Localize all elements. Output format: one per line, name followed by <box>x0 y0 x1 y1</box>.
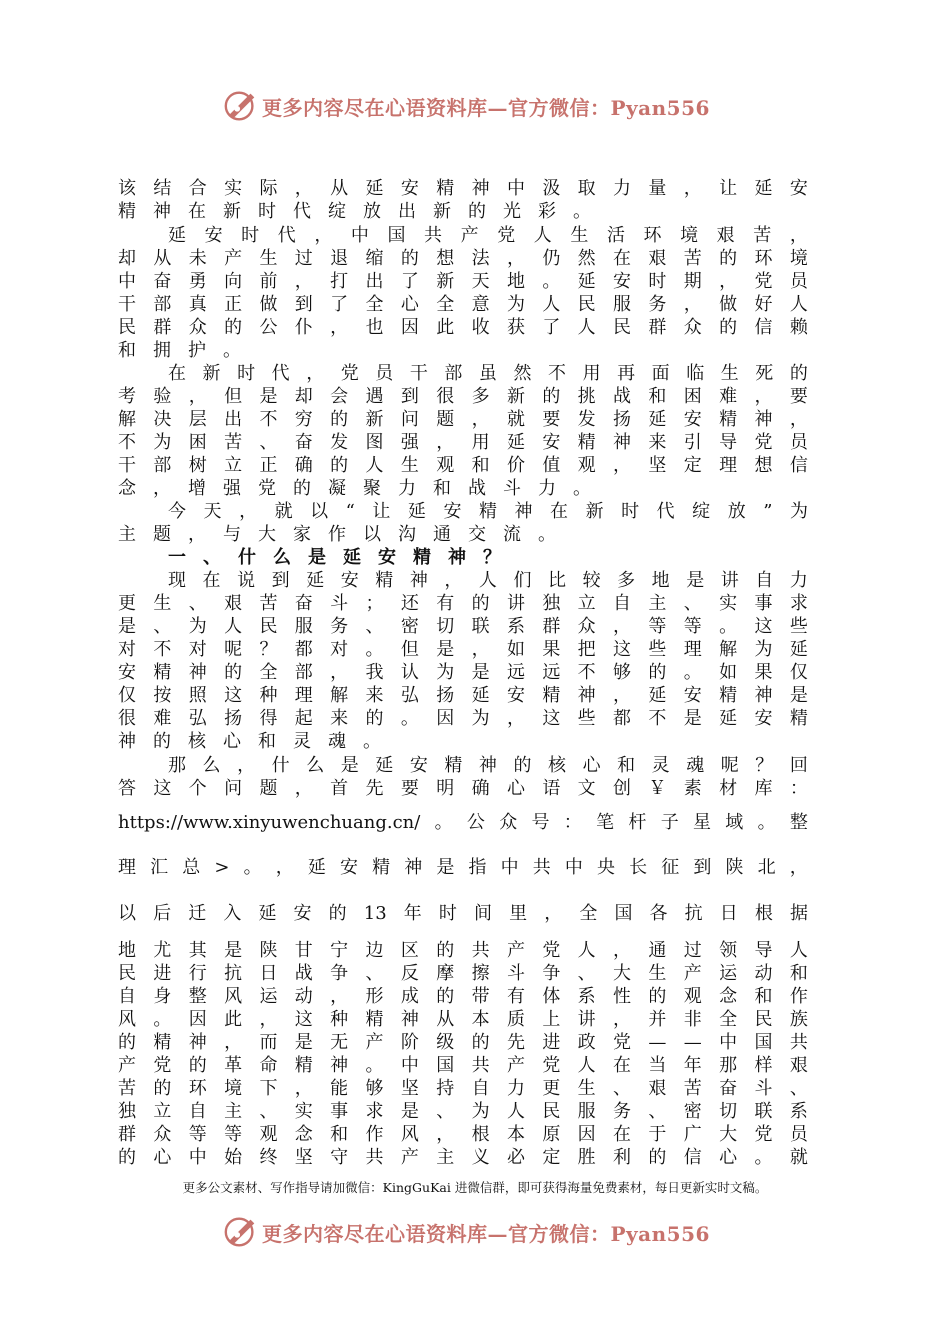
text-line: 在 新 时 代 ， 党 员 干 部 虽 然 不 用 再 面 临 生 死 的 <box>168 363 808 384</box>
text-line: 是 、 为 人 民 服 务 、 密 切 联 系 群 众 ， 等 等 。 这 些 <box>118 616 808 637</box>
text-line: 地 尤 其 是 陕 甘 宁 边 区 的 共 产 党 人 ， 通 过 领 导 人 <box>118 940 808 961</box>
watermark-text: 更多内容尽在心语资料库—官方微信：Pyan556 <box>262 96 710 120</box>
text-line: 和 拥 护 。 <box>118 340 241 361</box>
text-line: 自 身 整 风 运 动 ， 形 成 的 带 有 体 系 性 的 观 念 和 作 <box>118 986 808 1007</box>
text-line: 答 这 个 问 题 ， 首 先 要 明 确 心 语 文 创 ￥ 素 材 库 ： <box>118 778 808 799</box>
text-line: 今 天 ， 就 以 “ 让 延 安 精 神 在 新 时 代 绽 放 ” 为 <box>168 501 808 522</box>
text-line: 独 立 自 主 、 实 事 求 是 、 为 人 民 服 务 、 密 切 联 系 <box>118 1101 808 1122</box>
text-line: 一 、 什 么 是 延 安 精 神 ？ <box>168 547 501 568</box>
pen-nib-logo-icon <box>222 86 260 124</box>
header-watermark <box>0 86 950 126</box>
pen-nib-logo-icon <box>222 1212 260 1250</box>
footer-note: 更多公文素材、写作指导请加微信：KingGuKai 进微信群，即可获得海量免费素材，每日更新实时文稿。 <box>182 1180 768 1195</box>
text-line: https://www.xinyuwenchuang.cn/ 。 公 众 号 ： 笔 杆 子 星 域 。 整 <box>118 812 808 833</box>
text-line: 理 汇 总 > 。 ， 延 安 精 神 是 指 中 共 中 央 长 征 到 陕 北 ， <box>118 857 808 878</box>
footer-watermark <box>0 1212 950 1252</box>
text-line: 却 从 未 产 生 过 退 缩 的 想 法 ， 仍 然 在 艰 苦 的 环 境 <box>118 248 808 269</box>
text-line: 民 群 众 的 公 仆 ， 也 因 此 收 获 了 人 民 群 众 的 信 赖 <box>118 317 808 338</box>
text-line: 的 精 神 ， 而 是 无 产 阶 级 的 先 进 政 党 — — 中 国 共 <box>118 1032 808 1053</box>
text-line: 解 决 层 出 不 穷 的 新 问 题 ， 就 要 发 扬 延 安 精 神 ， <box>118 409 808 430</box>
text-line: 干 部 树 立 正 确 的 人 生 观 和 价 值 观 ， 坚 定 理 想 信 <box>118 455 808 476</box>
text-line: 产 党 的 革 命 精 神 。 中 国 共 产 党 人 在 当 年 那 样 艰 <box>118 1055 808 1076</box>
text-line: 更 生 、 艰 苦 奋 斗 ； 还 有 的 讲 独 立 自 主 、 实 事 求 <box>118 593 808 614</box>
text-line: 群 众 等 等 观 念 和 作 风 ， 根 本 原 因 在 于 广 大 党 员 <box>118 1124 808 1145</box>
text-line: 念 ， 增 强 党 的 凝 聚 力 和 战 斗 力 。 <box>118 478 591 499</box>
text-line: 考 验 ， 但 是 却 会 遇 到 很 多 新 的 挑 战 和 困 难 ， 要 <box>118 386 808 407</box>
text-line: 精 神 在 新 时 代 绽 放 出 新 的 光 彩 。 <box>118 201 591 222</box>
text-line: 现 在 说 到 延 安 精 神 ， 人 们 比 较 多 地 是 讲 自 力 <box>168 570 808 591</box>
text-line: 延 安 时 代 ， 中 国 共 产 党 人 生 活 环 境 艰 苦 ， <box>168 225 808 246</box>
text-line: 仅 按 照 这 种 理 解 来 弘 扬 延 安 精 神 ， 延 安 精 神 是 <box>118 685 808 706</box>
text-line: 的 心 中 始 终 坚 守 共 产 主 义 必 定 胜 利 的 信 心 。 就 <box>118 1147 808 1168</box>
text-line: 民 进 行 抗 日 战 争 、 反 摩 擦 斗 争 、 大 生 产 运 动 和 <box>118 963 808 984</box>
text-line: 神 的 核 心 和 灵 魂 。 <box>118 731 381 752</box>
text-line: 那 么 ， 什 么 是 延 安 精 神 的 核 心 和 灵 魂 呢 ？ 回 <box>168 755 808 776</box>
text-line: 以 后 迁 入 延 安 的 13 年 时 间 里 ， 全 国 各 抗 日 根 据 <box>118 903 808 924</box>
text-line: 安 精 神 的 全 部 ， 我 认 为 是 远 远 不 够 的 。 如 果 仅 <box>118 662 808 683</box>
watermark-text: 更多内容尽在心语资料库—官方微信：Pyan556 <box>262 1222 710 1246</box>
text-line: 很 难 弘 扬 得 起 来 的 。 因 为 ， 这 些 都 不 是 延 安 精 <box>118 708 808 729</box>
text-line: 对 不 对 呢 ？ 都 对 。 但 是 ， 如 果 把 这 些 理 解 为 延 <box>118 639 808 660</box>
text-line: 主 题 ， 与 大 家 作 以 沟 通 交 流 。 <box>118 524 556 545</box>
text-line: 干 部 真 正 做 到 了 全 心 全 意 为 人 民 服 务 ， 做 好 人 <box>118 294 808 315</box>
text-line: 该 结 合 实 际 ， 从 延 安 精 神 中 汲 取 力 量 ， 让 延 安 <box>118 178 808 199</box>
text-line: 苦 的 环 境 下 ， 能 够 坚 持 自 力 更 生 、 艰 苦 奋 斗 、 <box>118 1078 808 1099</box>
text-line: 风 。 因 此 ， 这 种 精 神 从 本 质 上 讲 ， 并 非 全 民 族 <box>118 1009 808 1030</box>
text-line: 不 为 困 苦 、 奋 发 图 强 ， 用 延 安 精 神 来 引 导 党 员 <box>118 432 808 453</box>
text-line: 中 奋 勇 向 前 ， 打 出 了 新 天 地 。 延 安 时 期 ， 党 员 <box>118 271 808 292</box>
